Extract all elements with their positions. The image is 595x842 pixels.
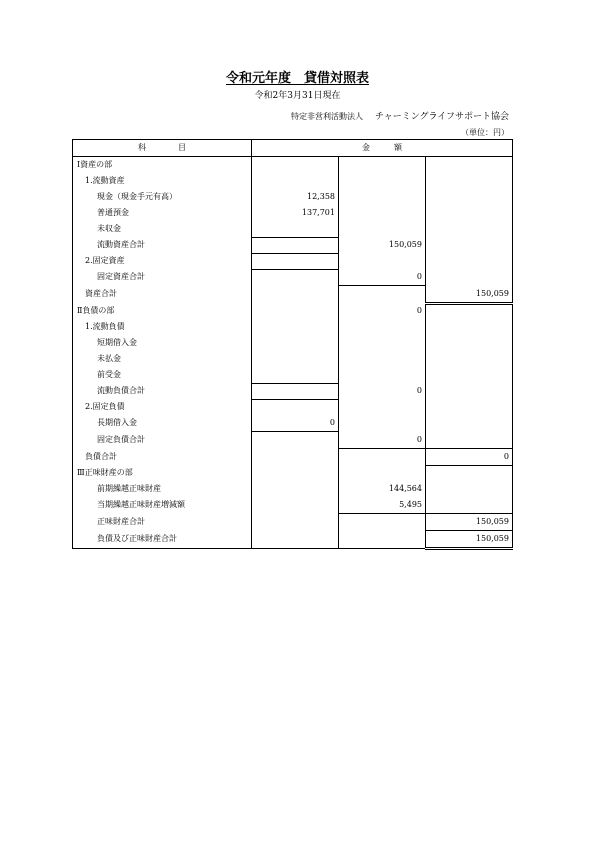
fixed-assets-total-label: 固定資産合計 xyxy=(73,269,252,286)
amount-header: 金 額 xyxy=(252,140,513,157)
table-row xyxy=(73,448,513,465)
net-assets-total-label: 正味財産合計 xyxy=(73,514,252,531)
cash-value: 12,358 xyxy=(252,189,339,205)
balance-sheet-table xyxy=(72,139,513,550)
table-row xyxy=(73,189,513,205)
net-assets-total-value: 150,059 xyxy=(426,514,513,531)
table-row xyxy=(73,335,513,351)
deposit-label: 普通預金 xyxy=(73,205,252,221)
payable-label: 未払金 xyxy=(73,351,252,367)
table-row xyxy=(73,415,513,432)
table-row xyxy=(73,351,513,367)
subject-header: 科 目 xyxy=(73,140,252,157)
assets-total-label: 資産合計 xyxy=(73,286,252,304)
fixed-assets-heading: 2.固定資産 xyxy=(73,253,252,269)
table-row xyxy=(73,497,513,514)
current-assets-total-label: 流動資産合計 xyxy=(73,237,252,253)
grand-total-value: 150,059 xyxy=(426,531,513,549)
table-row xyxy=(73,367,513,383)
long-loan-label: 長期借入金 xyxy=(73,415,252,432)
deposit-value: 137,701 xyxy=(252,205,339,221)
organization-name: チャーミングライフサポート協会 xyxy=(374,112,509,122)
table-header-row xyxy=(73,140,513,157)
fixed-liabilities-total-value: 0 xyxy=(339,432,426,449)
liabilities-total-value: 0 xyxy=(426,448,513,465)
current-liabilities-heading: 1.流動負債 xyxy=(73,319,252,335)
prev-net-assets-label: 前期繰越正味財産 xyxy=(73,481,252,497)
report-date: 令和2年3月31日現在 xyxy=(254,91,341,101)
current-liabilities-total-value: 0 xyxy=(339,383,426,399)
table-row xyxy=(73,514,513,531)
table-row xyxy=(73,383,513,399)
table-row xyxy=(73,269,513,286)
advance-label: 前受金 xyxy=(73,367,252,383)
table-row xyxy=(73,286,513,304)
liabilities-total-label: 負債合計 xyxy=(73,448,252,465)
table-row xyxy=(73,205,513,221)
cash-label: 現金（現金手元有高） xyxy=(73,189,252,205)
grand-total-label: 負債及び正味財産合計 xyxy=(73,531,252,549)
section-net-assets: Ⅲ正味財産の部 xyxy=(73,465,252,481)
current-assets-heading: 1.流動資産 xyxy=(73,173,252,189)
short-loan-label: 短期借入金 xyxy=(73,335,252,351)
section-liabilities: Ⅱ負債の部 xyxy=(73,303,252,319)
assets-total-value: 150,059 xyxy=(426,286,513,304)
prev-net-assets-value: 144,564 xyxy=(339,481,426,497)
table-row xyxy=(73,531,513,549)
table-row xyxy=(73,319,513,335)
long-loan-value: 0 xyxy=(252,415,339,432)
current-assets-total-value: 150,059 xyxy=(339,237,426,253)
organization-type: 特定非営利活動法人 xyxy=(290,112,363,121)
table-row xyxy=(73,465,513,481)
table-row xyxy=(73,173,513,189)
net-change-value: 5,495 xyxy=(339,497,426,514)
table-row xyxy=(73,303,513,319)
table-row xyxy=(73,399,513,415)
table-row xyxy=(73,253,513,269)
section-assets: Ⅰ資産の部 xyxy=(73,157,252,174)
receivable-label: 未収金 xyxy=(73,221,252,237)
table-row xyxy=(73,481,513,497)
table-row xyxy=(73,432,513,449)
page-title: 令和元年度 貸借対照表 xyxy=(225,71,369,86)
table-row xyxy=(73,237,513,253)
table-row xyxy=(73,157,513,174)
fixed-assets-total-value: 0 xyxy=(339,269,426,286)
fixed-liabilities-total-label: 固定負債合計 xyxy=(73,432,252,449)
net-change-label: 当期繰越正味財産増減額 xyxy=(73,497,252,514)
organization xyxy=(291,111,509,123)
liabilities-value: 0 xyxy=(339,303,426,319)
fixed-liabilities-heading: 2.固定負債 xyxy=(73,399,252,415)
current-liabilities-total-label: 流動負債合計 xyxy=(73,383,252,399)
table-row xyxy=(73,221,513,237)
unit-label: （単位：円） xyxy=(461,128,509,137)
